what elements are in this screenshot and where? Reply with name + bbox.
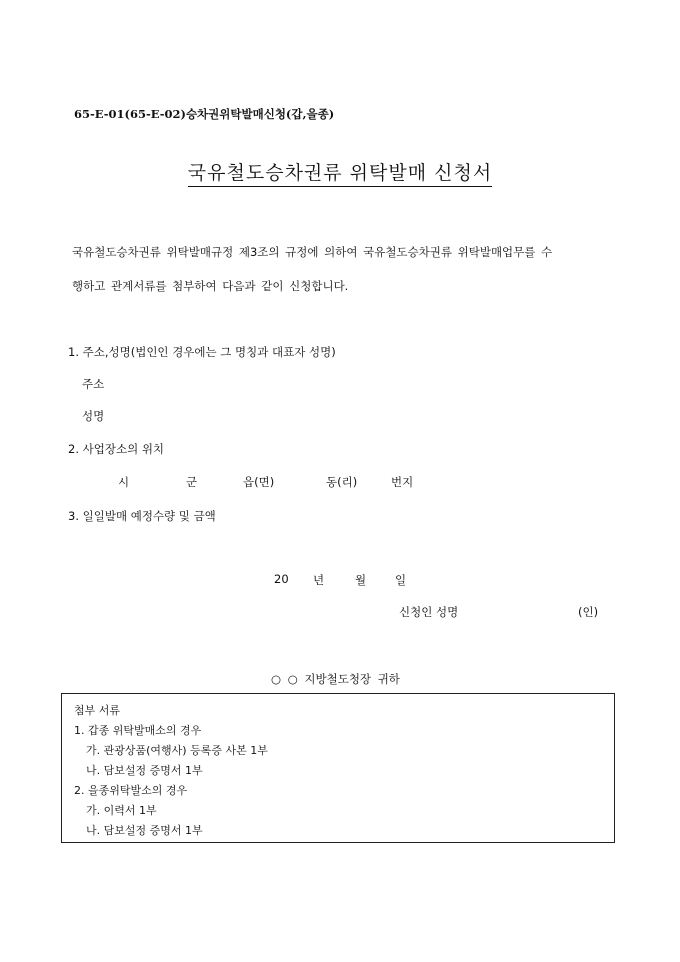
seal-mark: (인) <box>578 605 599 619</box>
date-month-label: 월 <box>355 573 367 587</box>
address-label: 주소 <box>82 377 105 391</box>
name-label: 성명 <box>82 409 105 423</box>
date-day-label: 일 <box>395 573 407 587</box>
intro-line-1: 국유철도승차권류 위탁발매규정 제3조의 규정에 의하여 국유철도승차권류 위탁발매업무를 수 <box>72 245 553 259</box>
date-year-label: 년 <box>313 573 325 587</box>
document-title-text: 국유철도승차권류 위탁발매 신청서 <box>188 162 492 187</box>
document-title <box>0 158 680 185</box>
location-si-label: 시 <box>118 475 130 489</box>
item2-heading: 2. 사업장소의 위치 <box>68 442 165 456</box>
addressee: ○ ○ 지방철도청장 귀하 <box>271 672 400 686</box>
item3-heading: 3. 일일발매 예정수량 및 금액 <box>68 509 216 523</box>
form-code: 65-E-01(65-E-02)승차권위탁발매신청(갑,을종) <box>74 107 335 121</box>
attachments-box <box>61 693 615 843</box>
attachment-section-1-item-b: 나. 담보설정 증명서 1부 <box>86 764 203 777</box>
location-dong-label: 동(리) <box>326 475 358 489</box>
attachment-section-2-item-a: 가. 이력서 1부 <box>86 804 157 817</box>
location-gun-label: 군 <box>186 475 198 489</box>
attachment-section-1-item-a: 가. 관광상품(여행사) 등록증 사본 1부 <box>86 744 268 757</box>
location-eup-label: 읍(면) <box>243 475 275 489</box>
attachment-section-2-item-b: 나. 담보설정 증명서 1부 <box>86 824 203 837</box>
attachments-heading: 첨부 서류 <box>74 704 121 717</box>
item1-heading: 1. 주소,성명(법인인 경우에는 그 명칭과 대표자 성명) <box>68 345 336 359</box>
attachment-section-2-title: 2. 을종위탁발소의 경우 <box>74 784 188 797</box>
attachment-section-1-title: 1. 갑종 위탁발매소의 경우 <box>74 724 202 737</box>
intro-line-2: 행하고 관계서류를 첨부하여 다음과 같이 신청합니다. <box>72 279 349 293</box>
applicant-name-label: 신청인 성명 <box>399 605 459 619</box>
date-year-prefix: 20 <box>274 572 289 586</box>
location-bunji-label: 번지 <box>391 475 414 489</box>
